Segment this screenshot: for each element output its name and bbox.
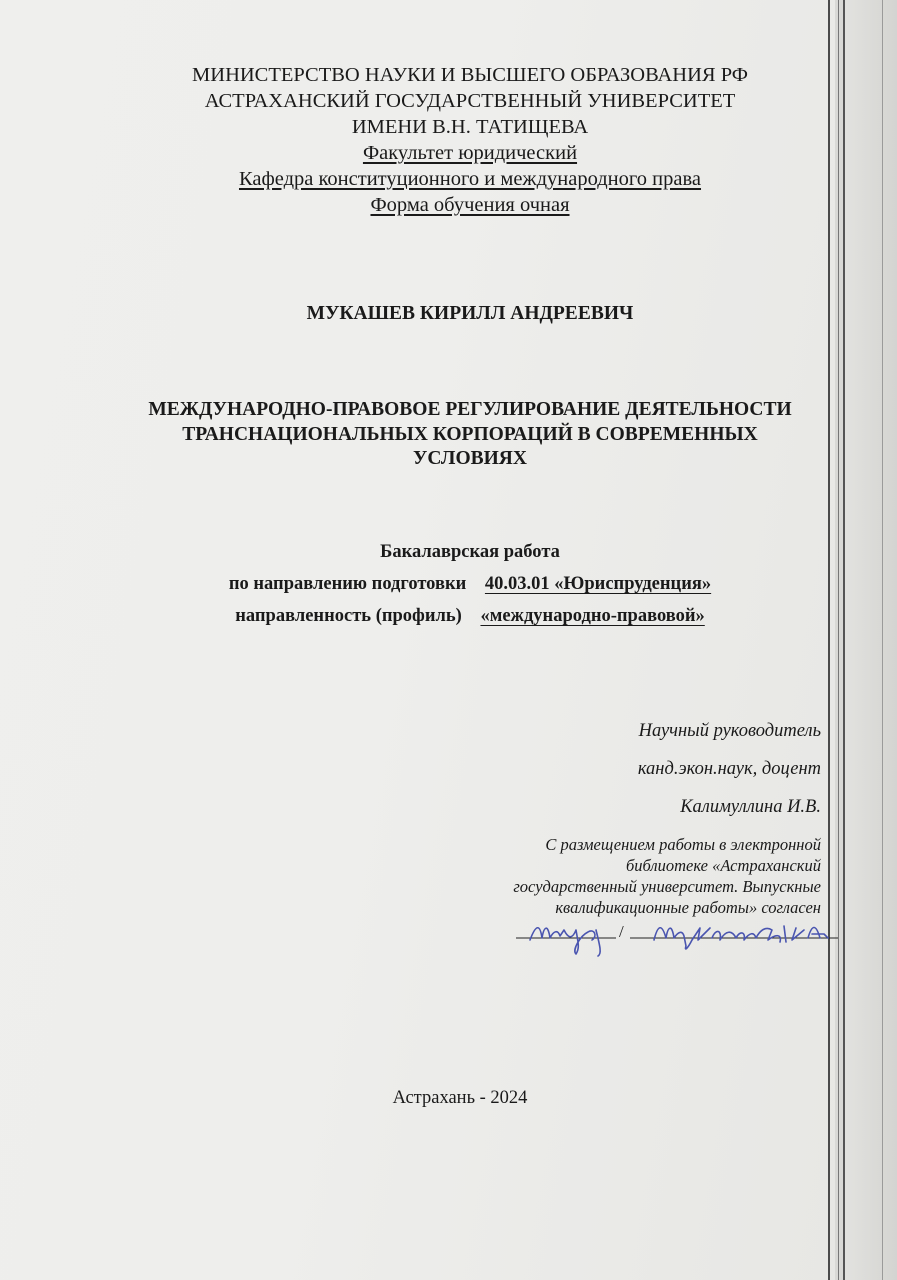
work-info — [110, 536, 830, 632]
signature-line — [516, 918, 841, 958]
supervisor-role: Научный руководитель — [638, 721, 821, 741]
institution-header — [90, 62, 850, 218]
thesis-title-line: УСЛОВИЯХ — [413, 448, 527, 469]
library-consent — [513, 834, 821, 918]
profile-value: «международно-правовой» — [480, 606, 705, 626]
supervisor-block — [638, 712, 821, 826]
study-form: Форма обучения очная — [370, 194, 570, 216]
consent-line: квалификационные работы» согласен — [555, 898, 821, 917]
handwritten-signature — [530, 926, 828, 956]
direction-row — [110, 568, 830, 600]
city-year: Астрахань - 2024 — [392, 1088, 528, 1108]
consent-line: государственный университет. Выпускные — [513, 877, 821, 896]
supervisor-name: Калимуллина И.В. — [680, 797, 821, 817]
university-named-after: ИМЕНИ В.Н. ТАТИЩЕВА — [351, 116, 589, 138]
direction-value: 40.03.01 «Юриспруденция» — [484, 574, 712, 594]
direction-label: по направлению подготовки — [228, 574, 467, 594]
supervisor-degree: канд.экон.наук, доцент — [637, 759, 821, 779]
signature-separator: / — [619, 922, 624, 941]
consent-line: библиотеке «Астраханский — [625, 856, 821, 875]
author-name: МУКАШЕВ КИРИЛЛ АНДРЕЕВИЧ — [306, 303, 634, 324]
university-name: АСТРАХАНСКИЙ ГОСУДАРСТВЕННЫЙ УНИВЕРСИТЕТ — [204, 90, 736, 112]
consent-line: С размещением работы в электронной — [545, 835, 821, 854]
ministry-name: МИНИСТЕРСТВО НАУКИ И ВЫСШЕГО ОБРАЗОВАНИЯ РФ — [192, 64, 748, 86]
profile-row — [110, 600, 830, 632]
faculty-name: Факультет юридический — [362, 142, 578, 164]
work-type: Бакалаврская работа — [380, 542, 560, 562]
thesis-title-line: ТРАНСНАЦИОНАЛЬНЫХ КОРПОРАЦИЙ В СОВРЕМЕННЫХ — [182, 423, 758, 445]
thesis-title-line: МЕЖДУНАРОДНО-ПРАВОВОЕ РЕГУЛИРОВАНИЕ ДЕЯТЕЛЬНОСТИ — [148, 399, 792, 420]
thesis-title — [100, 398, 840, 472]
department-name: Кафедра конституционного и международного права — [238, 168, 702, 190]
profile-label: направленность (профиль) — [235, 606, 462, 626]
